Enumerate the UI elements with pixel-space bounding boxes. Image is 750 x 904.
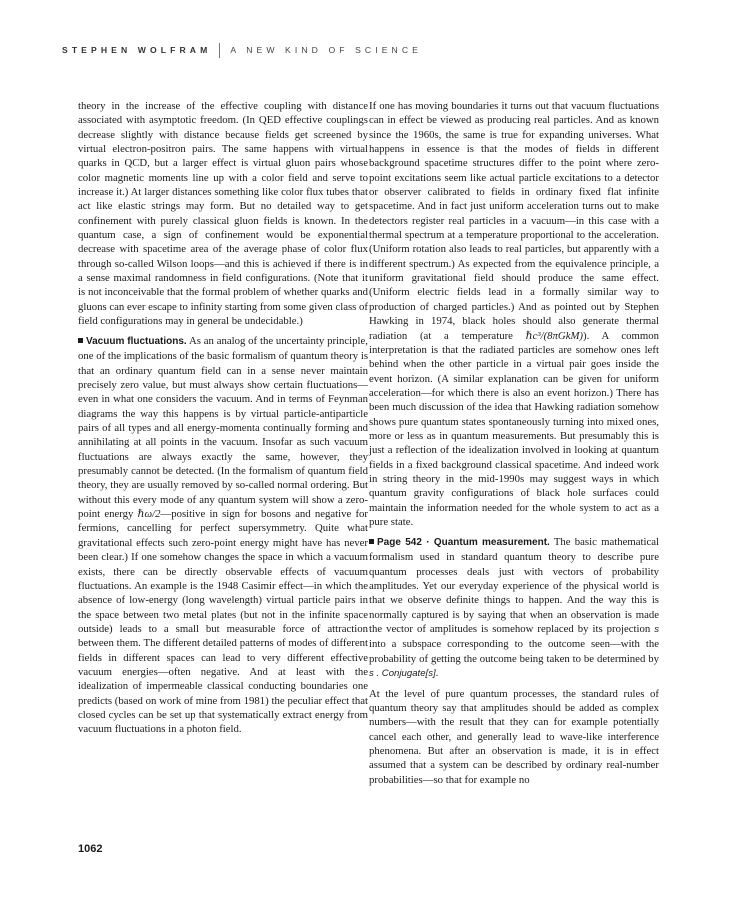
paragraph-qcd-confinement: theory in the increase of the effective coupling with distance associated with asymptotic freedom. (In QED effective couplings decrease slightly with distance because fields get screened by virtual electron-positron pairs. The same happens with virtual quarks in QCD, but a larger effect is virtual gluon pairs whose color magnetic moments line up with a color field and serve to increase it.) At larger distances something like color flux tubes that act like elastic strings may form. But no detailed way to get confinement with purely classical gluon fields is known. In the quantum case, a sign of confinement would be exponential decrease with spacetime area of the average phase of color flux through so-called Wilson loops—and this is achieved if there is in a sense maximal randomness in field configurations. (Note that it is not inconceivable that the formal problem of whether quarks and gluons can ever escape to infinity starting from some given class of field configurations may in general be undecidable.)	[78, 100, 368, 328]
body-text: ). A common interpretation is that the radiated particles are somehow ones left behind when the other particle in a virtual pair goes inside the event horizon. (A similar explanation can be given for uniform acceleration—for which there is also an event horizon.) There has been much discussion of the idea that Hawking radiation somehow shows pure quantum states spontaneously turning into mixed ones, more or less as in quantum measurements. But presumably this is just a reflection of the idealization involved in looking at quantum fields in a fixed background classical spacetime. And indeed work in string theory in the mid-1990s may suggest ways in which quantum gravity configurations of black hole surfaces could maintain the information needed for the whole system to act as a pure state.	[369, 329, 659, 528]
paragraph-vacuum-fluctuations	[78, 334, 368, 737]
section-heading-vacuum-fluctuations: Vacuum fluctuations.	[86, 336, 187, 347]
bullet-icon	[369, 539, 374, 544]
header-book-title: A NEW KIND OF SCIENCE	[230, 45, 422, 55]
header-divider	[219, 43, 220, 58]
body-text: The basic mathematical formalism used in standard quantum theory to describe pure quantum processes deals just with vectors of probability amplitudes. Yet our everyday experience of the physical world is that we observe definite things to happen. And the way this is normally captured is by saying that when an observation is made the vector of amplitudes is somehow replaced by its projection	[369, 535, 659, 635]
right-column	[369, 99, 659, 787]
section-heading-quantum-measurement: Page 542 · Quantum measurement.	[377, 536, 550, 548]
body-text: As an analog of the uncertainty principle, one of the implications of the basic formalism of quantum theory is that an ordinary quantum field can in a sense never maintain precisely zero value, but must always show certain fluctuations—even in what one considers the vacuum. And in terms of Feynman diagrams the way this happens is by virtual particle-antiparticle pairs of all types and all energy-momenta continually forming and annihilating at all points in the vacuum. Insofar as such vacuum fluctuations are always exactly the same, however, they presumably cannot be detected. (In the formalism of quantum field theory, they are usually removed by so-called normal ordering. But without this every mode of any quantum system will show a zero-point energy	[78, 335, 368, 521]
body-text: —positive in sign for bosons and negative for fermions, cancelling for perfect supersymmetry. Quite what gravitational effects such zero-point energy might have has never been clear.) If one somehow changes the space in which a vacuum exists, there can be directly observable effects of vacuum fluctuations. An example is the 1948 Casimir effect—in which the absence of low-energy (long wavelength) virtual particle pairs in the space between two metal plates (but not in the infinite space outside) leads to a small but measurable force of attraction between them. The different detailed patterns of modes of different fields in different spaces can lead to very different effective vacuum energies—often negative. And at least with the idealization of impermeable classical conducting boundaries one predicts (based on work of mine from 1981) the peculiar effect that closed cycles can be set up that systematically extract energy from vacuum fluctuations in a photon field.	[78, 508, 368, 736]
body-text: into a subspace corresponding to the outcome seen—with the probability of getting the outcome being taken to be determined by	[369, 638, 659, 665]
header-author: STEPHEN WOLFRAM	[62, 45, 212, 55]
paragraph-pure-quantum-processes: At the level of pure quantum processes, the standard rules of quantum theory say that amplitudes should be added as complex numbers—with the result that they can for example potentially cancel each other, and generally lead to wave-like interference phenomena. But after an observation is made, it is in effect assumed that a system can be described by ordinary real-number probabilities—so that for example no	[369, 687, 659, 786]
running-header	[62, 42, 422, 58]
code-probability-expression: s . Conjugate[s]	[369, 667, 436, 679]
page-number: 1062	[78, 843, 103, 855]
body-text: .	[435, 666, 439, 679]
body-text: If one has moving boundaries it turns out that vacuum fluctuations can in effect be viewed as producing real particles. And as known since the 1960s, the same is true for expanding universes. What happens in essence is that the modes of fields in different background spacetime structures differ to the point where zero-point excitations seem like actual particle excitations to a detector or observer calibrated to fields in ordinary fixed flat infinite spacetime. And in fact just uniform acceleration turns out to make detectors register real particles in a vacuum—in this case with a thermal spectrum at a temperature proportional to the acceleration. (Uniform rotation also leads to real particles, but apparently with a different spectrum.) As expected from the equivalence principle, a uniform gravitational field should produce the same effect. (Uniform electric fields lead in a formally similar way to production of charged particles.) And as pointed out by Stephen Hawking in 1974, black holes should also generate thermal radiation (at a temperature	[369, 100, 659, 342]
paragraph-quantum-measurement	[369, 535, 659, 681]
formula-hawking-temperature: ℏc³/(8πGkM)	[525, 329, 584, 342]
bullet-icon	[78, 338, 83, 343]
formula-zero-point-energy: ℏω/2	[137, 508, 161, 521]
code-projection-s: s	[654, 623, 659, 635]
paragraph-moving-boundaries	[369, 99, 659, 529]
left-column	[78, 99, 368, 737]
